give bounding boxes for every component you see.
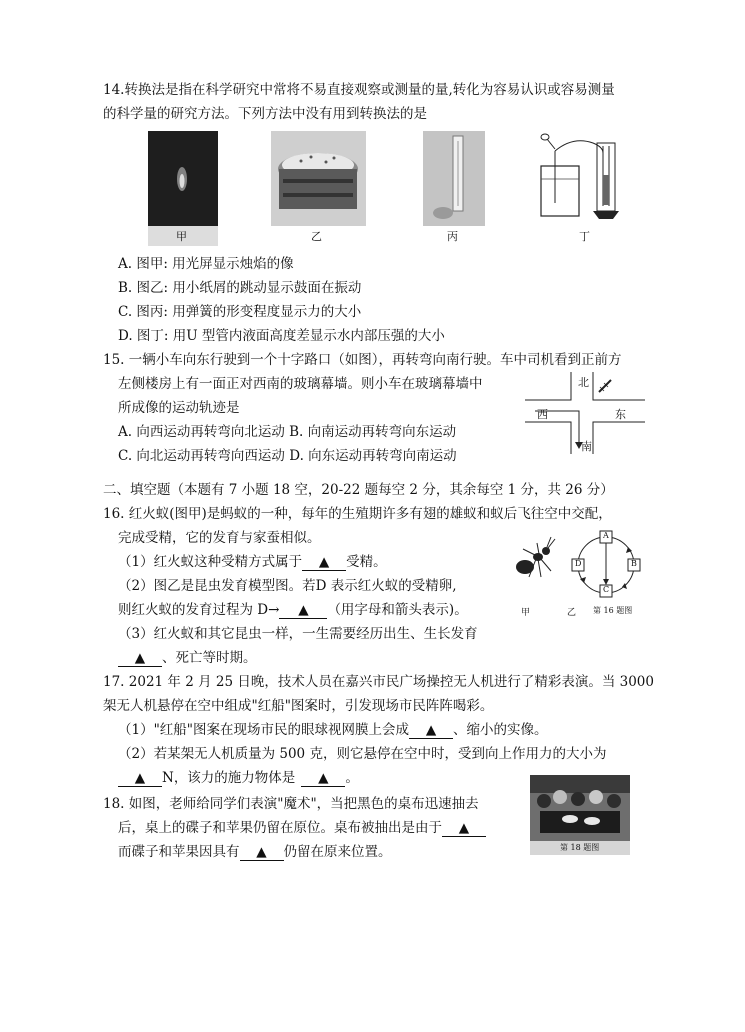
- q15-options-cd[interactable]: C. 向北运动再转弯向西运动 D. 向东运动再转弯向南运动: [118, 448, 457, 464]
- figure-bing-spring-photo: [423, 131, 485, 226]
- q16-part2-line1: （2）图乙是昆虫发育模型图。若D 表示红火蚁的受精卵,: [118, 578, 457, 594]
- q16-stem-line2: 完成受精，它的发育与家蚕相似。: [118, 530, 321, 546]
- q17-part2-line1: （2）若某架无人机质量为 500 克，则它悬停在空中时，受到向上作用力的大小为: [118, 746, 607, 762]
- figure-bing-caption-area: [423, 226, 485, 248]
- q16-fig-label-jia: 甲: [521, 608, 531, 618]
- q17-p1-text-post: 、缩小的实像。: [453, 722, 548, 738]
- section-2-heading: 二、填空题（本题有 7 小题 18 空，20-22 题每空 2 分，其余每空 1 分，共 26 分）: [103, 482, 614, 498]
- q18-l3-text-post: 仍留在原来位置。: [283, 844, 392, 860]
- q15-stem-line2: 左侧楼房上有一面正对西南的玻璃幕墙。则小车在玻璃幕墙中: [118, 376, 483, 392]
- q17-stem-line2: 架无人机悬停在空中组成"红船"图案时，引发现场市民阵阵喝彩。: [103, 698, 494, 714]
- q17-blank-2[interactable]: ▲: [118, 770, 162, 787]
- cycle-node-c: C: [603, 585, 610, 594]
- ant-illustration: [516, 537, 555, 577]
- q16-part2-line2: [118, 600, 468, 620]
- map-label-east: 东: [615, 408, 626, 421]
- figure-ding-label: 丁: [579, 230, 590, 243]
- candle-flame-image: [148, 131, 218, 226]
- q17-part1: [118, 720, 548, 740]
- q16-figure: [503, 527, 653, 619]
- q18-l2-text-pre: 后，桌上的碟子和苹果仍留在原位。桌布被抽出是由于: [118, 820, 442, 836]
- figure-yi-drum-photo: [271, 131, 366, 226]
- figure-jia-caption-bar: [148, 226, 218, 246]
- figure-bing-label: 丙: [447, 230, 458, 243]
- q15-stem-line1: 15. 一辆小车向东行驶到一个十字路口（如图），再转弯向南行驶。车中司机看到正前方: [103, 352, 622, 368]
- q15-options-ab[interactable]: A. 向西运动再转弯向北运动 B. 向南运动再转弯向东运动: [118, 424, 457, 440]
- q16-part3-line2: [118, 648, 257, 668]
- map-label-south: 南: [581, 440, 592, 453]
- q14-option-b[interactable]: B. 图乙: 用小纸屑的跳动显示鼓面在振动: [118, 280, 362, 296]
- cycle-node-b: B: [631, 559, 637, 568]
- drum-image: [271, 131, 366, 226]
- figure-jia-candle-photo: [148, 131, 218, 226]
- q17-blank-3[interactable]: ▲: [301, 770, 345, 787]
- q16-fig-caption: 第 16 题图: [593, 606, 633, 615]
- q18-magic-photo: [530, 775, 630, 855]
- q14-option-a[interactable]: A. 图甲: 用光屏显示烛焰的像: [118, 256, 294, 272]
- q17-p2-text-mid: N，该力的施力物体是: [162, 770, 296, 786]
- q14-option-d[interactable]: D. 图丁: 用U 型管内液面高度差显示水内部压强的大小: [118, 328, 445, 344]
- q16-p1-text-post: 受精。: [346, 554, 387, 570]
- q16-p2-text-post: （用字母和箭头表示)。: [327, 602, 468, 618]
- q18-blank-2[interactable]: ▲: [240, 844, 284, 861]
- q16-p3-text-post: 、死亡等时期。: [162, 650, 257, 666]
- q16-p2-text-pre: 则红火蚁的发育过程为 D→: [118, 602, 280, 618]
- map-label-west: 西: [537, 408, 548, 421]
- manometer-diagram: [533, 131, 633, 226]
- q14-stem-line2: 的科学量的研究方法。下列方法中没有用到转换法的是: [103, 106, 427, 122]
- q17-p1-text-pre: （1）"红船"图案在现场市民的眼球视网膜上会成: [118, 722, 410, 738]
- q18-stem-line3: [118, 842, 392, 862]
- q14-option-c[interactable]: C. 图丙: 用弹簧的形变程度显示力的大小: [118, 304, 362, 320]
- figure-yi-label: 乙: [311, 230, 322, 243]
- figure-ding-caption-area: [533, 226, 633, 248]
- q18-blank-1[interactable]: ▲: [442, 820, 486, 837]
- q16-part3-line1: （3）红火蚁和其它昆虫一样，一生需要经历出生、生长发育: [118, 626, 478, 642]
- cycle-node-a: A: [603, 531, 609, 540]
- q15-stem-line3: 所成像的运动轨迹是: [118, 400, 240, 416]
- figure-ding-manometer-diagram: [533, 131, 633, 226]
- q17-blank-1[interactable]: ▲: [409, 722, 453, 739]
- q18-stem-line1: 18. 如图，老师给同学们表演"魔术"，当把黑色的桌布迅速抽去: [103, 796, 479, 812]
- q16-blank-1[interactable]: ▲: [302, 554, 346, 571]
- q18-fig-caption: 第 18 题图: [560, 843, 600, 852]
- q15-crossroad-diagram: [525, 372, 645, 454]
- q16-fig-label-yi: 乙: [567, 608, 577, 618]
- spring-scale-image: [423, 131, 485, 226]
- q16-blank-3[interactable]: ▲: [118, 650, 162, 667]
- q16-p1-text-pre: （1）红火蚁这种受精方式属于: [118, 554, 303, 570]
- q18-l3-text-pre: 而碟子和苹果因具有: [118, 844, 240, 860]
- q17-stem-line1: 17. 2021 年 2 月 25 日晚，技术人员在嘉兴市民广场操控无人机进行了精彩表演。当 3000: [103, 674, 654, 690]
- q16-blank-2[interactable]: ▲: [279, 602, 327, 619]
- q14-stem-line1: 14.转换法是指在科学研究中常将不易直接观察或测量的量,转化为容易认识或容易测量: [103, 82, 615, 98]
- figure-jia-label: 甲: [176, 230, 187, 243]
- q18-stem-line2: [118, 818, 486, 838]
- q16-stem-line1: 16. 红火蚁(图甲)是蚂蚁的一种，每年的生殖期许多有翅的雄蚁和蚁后飞往空中交配，: [103, 506, 612, 522]
- map-label-north: 北: [578, 376, 589, 389]
- q16-part1: [118, 552, 387, 572]
- q17-p2-text-end: 。: [345, 770, 359, 786]
- q17-part2-line2: [118, 768, 359, 788]
- cycle-node-d: D: [575, 559, 582, 568]
- figure-yi-caption-area: [271, 226, 366, 248]
